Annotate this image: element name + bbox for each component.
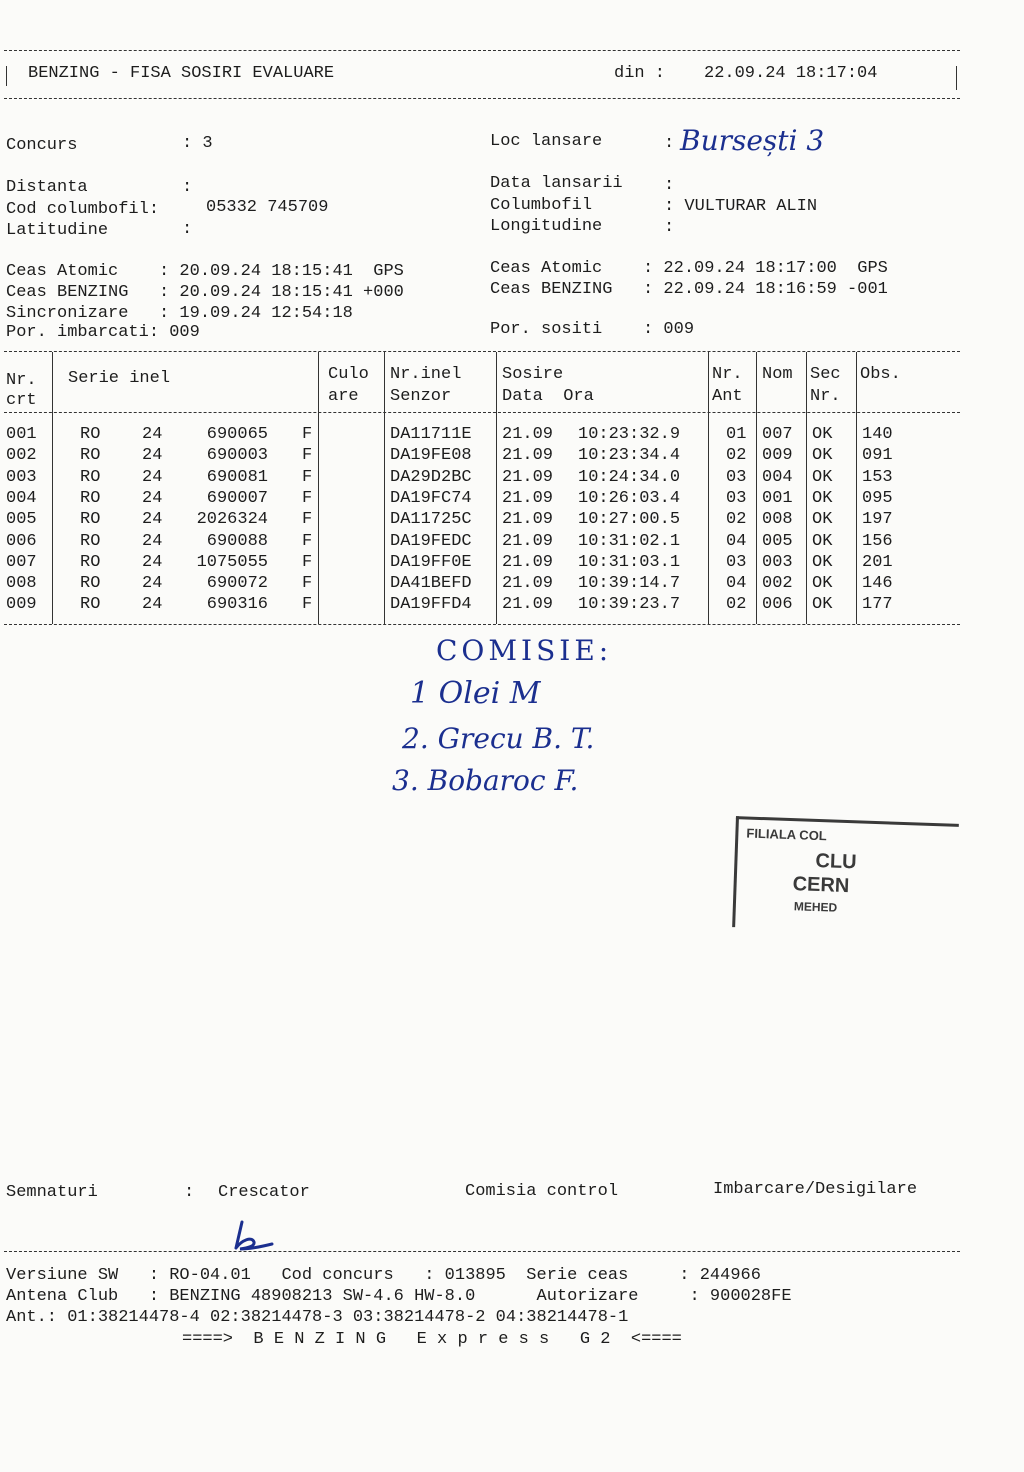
header-left-border [6,66,7,86]
header-ant: Ant [712,387,743,406]
row-country: RO [80,574,101,594]
row-year: 24 [142,467,163,487]
row-nr: 003 [6,467,37,487]
table-row [0,552,960,573]
header-nr-ant: Nr. [712,365,743,384]
row-nr: 008 [6,574,37,594]
row-nom: 008 [762,510,793,530]
row-obs: 091 [862,446,893,466]
columbofil-label: Columbofil [490,196,593,215]
row-obs: 095 [862,488,893,508]
row-nr: 006 [6,531,37,551]
data-lansarii-value: : [664,176,675,195]
row-year: 24 [142,510,163,530]
header-bottom-rule [4,98,960,99]
row-year: 24 [142,425,163,444]
comisia-control-label: Comisia control [465,1182,619,1201]
por-sositi: Por. sositi : 009 [490,320,695,339]
crescator-signature [228,1220,276,1252]
right-benzing-clock: Ceas BENZING : 22.09.24 18:16:59 -001 [490,280,888,299]
footer-line-4: ====> B E N Z I N G E x p r e s s G 2 <==== [182,1330,682,1349]
row-time: 10:26:03.4 [578,488,681,508]
header-sosire: Sosire [502,365,564,384]
row-obs: 177 [862,595,893,615]
row-sex: F [302,595,313,615]
distanta-label: Distanta [6,178,88,197]
row-obs: 156 [862,531,893,551]
header-crt: crt [6,391,37,410]
por-imbarcati: Por. imbarcati: 009 [6,323,200,342]
row-sensor: DA29D2BC [390,467,472,487]
row-ring-number: 2026324 [196,510,268,530]
row-year: 24 [142,595,163,615]
right-atomic-clock: Ceas Atomic : 22.09.24 18:17:00 GPS [490,259,888,278]
concurs-value: : 3 [182,134,213,153]
header-right-border [956,66,957,90]
longitudine-label: Longitudine [490,217,603,236]
row-date: 21.09 [502,446,554,466]
loc-lansare-handwritten: Bursești 3 [680,124,825,157]
header-sec-nr: Nr. [810,387,841,406]
crescator-label: Crescator [218,1183,310,1202]
header-are: are [328,387,359,406]
comisie-member-3: 3. Bobaroc F. [392,764,579,797]
row-date: 21.09 [502,510,554,530]
row-antenna: 03 [726,488,747,508]
row-ring-number: 1075055 [196,552,268,572]
footer-line-2: Antena Club : BENZING 48908213 SW-4.6 HW-8.0 Autorizare : 900028FE [6,1287,792,1306]
row-ring-number: 690007 [206,488,268,508]
concurs-label: Concurs [6,136,78,155]
header-serie-inel: Serie inel [68,369,171,388]
row-antenna: 02 [726,595,747,615]
header-nr: Nr. [6,371,37,390]
row-date: 21.09 [502,595,554,615]
row-nr: 004 [6,488,37,508]
row-nom: 006 [762,595,793,615]
row-country: RO [80,595,101,615]
row-date: 21.09 [502,552,554,572]
footer-line-3: Ant.: 01:38214478-4 02:38214478-3 03:38214478-2 04:38214478-1 [6,1308,629,1327]
row-obs: 201 [862,552,893,572]
row-antenna: 03 [726,552,747,572]
row-obs: 153 [862,467,893,487]
row-time: 10:31:02.1 [578,531,681,551]
row-antenna: 04 [726,574,747,594]
row-country: RO [80,446,101,466]
row-ring-number: 690003 [206,446,268,466]
distanta-value: : [182,178,193,197]
row-sec: OK [812,467,833,487]
row-date: 21.09 [502,531,554,551]
footer-line-1: Versiune SW : RO-04.01 Cod concurs : 013895 Serie ceas : 244966 [6,1266,761,1285]
row-date: 21.09 [502,425,554,444]
row-nr: 009 [6,595,37,615]
header-din-label: din : [614,64,666,83]
stamp-line-3: CERN [792,873,850,898]
row-time: 10:31:03.1 [578,552,681,572]
row-sensor: DA11711E [390,425,472,444]
row-nr: 001 [6,425,37,444]
comisie-heading: COMISIE: [436,634,613,667]
row-sensor: DA19FC74 [390,488,472,508]
row-sec: OK [812,510,833,530]
row-sec: OK [812,595,833,615]
row-sex: F [302,467,313,487]
latitudine-label: Latitudine [6,221,109,240]
row-sec: OK [812,531,833,551]
header-data-ora: Data Ora [502,387,594,406]
row-country: RO [80,510,101,530]
left-benzing-clock: Ceas BENZING : 20.09.24 18:15:41 +000 [6,283,404,302]
row-antenna: 02 [726,510,747,530]
header-nr-inel: Nr.inel [390,365,462,384]
row-antenna: 02 [726,446,747,466]
row-sensor: DA19FE08 [390,446,472,466]
row-year: 24 [142,531,163,551]
row-ring-number: 690081 [206,467,268,487]
stamp-line-2: CLU [815,849,857,874]
table-header-rule [4,412,960,413]
row-ring-number: 690065 [206,425,268,444]
imbarcare-label: Imbarcare/Desigilare [713,1180,918,1199]
row-nom: 004 [762,467,793,487]
loc-lansare-sep: : [664,134,675,153]
footer-rule [4,1251,960,1252]
row-country: RO [80,488,101,508]
table-row [0,573,960,594]
table-top-rule [4,351,960,352]
row-date: 21.09 [502,488,554,508]
row-sensor: DA11725C [390,510,472,530]
row-year: 24 [142,446,163,466]
comisie-member-2: 2. Grecu B. T. [402,722,595,755]
row-sex: F [302,446,313,466]
row-country: RO [80,425,101,444]
row-sex: F [302,425,313,444]
table-row [0,467,960,488]
row-sex: F [302,488,313,508]
longitudine-value: : [664,218,675,237]
header-title: BENZING - FISA SOSIRI EVALUARE [28,64,335,83]
row-sensor: DA41BEFD [390,574,472,594]
row-time: 10:24:34.0 [578,467,681,487]
row-sex: F [302,510,313,530]
comisie-member-1: 1 Olei M [410,676,541,711]
row-sec: OK [812,574,833,594]
row-year: 24 [142,574,163,594]
row-sec: OK [812,552,833,572]
table-row [0,445,960,466]
table-row [0,424,960,445]
row-date: 21.09 [502,574,554,594]
row-ring-number: 690316 [206,595,268,615]
row-nr: 002 [6,446,37,466]
table-row [0,509,960,530]
row-year: 24 [142,488,163,508]
row-obs: 197 [862,510,893,530]
table-row [0,488,960,509]
row-country: RO [80,467,101,487]
row-sensor: DA19FF0E [390,552,472,572]
cod-columbofil-label: Cod columbofil: [6,200,160,219]
row-sec: OK [812,488,833,508]
row-obs: 146 [862,574,893,594]
data-lansarii-label: Data lansarii [490,174,623,193]
row-antenna: 01 [726,425,747,444]
row-country: RO [80,531,101,551]
row-ring-number: 690088 [206,531,268,551]
row-time: 10:23:32.9 [578,425,681,444]
stamp-line-4: MEHED [793,899,838,915]
left-atomic-clock: Ceas Atomic : 20.09.24 18:15:41 GPS [6,262,404,281]
row-time: 10:39:23.7 [578,595,681,615]
semnaturi-label: Semnaturi [6,1183,98,1202]
row-sensor: DA19FFD4 [390,595,472,615]
loc-lansare-label: Loc lansare [490,132,603,151]
row-time: 10:23:34.4 [578,446,681,466]
header-culo: Culo [328,365,369,384]
row-obs: 140 [862,425,893,444]
row-year: 24 [142,552,163,572]
row-ring-number: 690072 [206,574,268,594]
row-sensor: DA19FEDC [390,531,472,551]
row-date: 21.09 [502,467,554,487]
row-time: 10:27:00.5 [578,510,681,530]
stamp-line-1: FILIALA COL [746,825,828,844]
columbofil-value: : VULTURAR ALIN [664,197,818,216]
latitudine-value: : [182,220,193,239]
row-nom: 002 [762,574,793,594]
row-sex: F [302,574,313,594]
row-nr: 007 [6,552,37,572]
header-sec: Sec [810,365,841,384]
row-time: 10:39:14.7 [578,574,681,594]
row-country: RO [80,552,101,572]
row-antenna: 04 [726,531,747,551]
row-antenna: 03 [726,467,747,487]
row-nom: 005 [762,531,793,551]
header-nom: Nom [762,365,793,384]
row-nom: 001 [762,488,793,508]
cod-columbofil-value: 05332 745709 [206,198,329,217]
header-obs: Obs. [860,365,901,384]
row-nom: 009 [762,446,793,466]
club-stamp [732,816,959,935]
row-sex: F [302,552,313,572]
row-nom: 007 [762,425,793,444]
table-row [0,594,960,615]
table-bottom-rule [4,624,960,625]
table-row [0,531,960,552]
row-nr: 005 [6,510,37,530]
semnaturi-sep: : [184,1183,195,1202]
row-sex: F [302,531,313,551]
header-top-rule [4,50,960,51]
sincronizare: Sincronizare : 19.09.24 12:54:18 [6,304,353,323]
header-senzor: Senzor [390,387,452,406]
row-nom: 003 [762,552,793,572]
header-din-value: 22.09.24 18:17:04 [704,64,878,83]
row-sec: OK [812,425,833,444]
row-sec: OK [812,446,833,466]
